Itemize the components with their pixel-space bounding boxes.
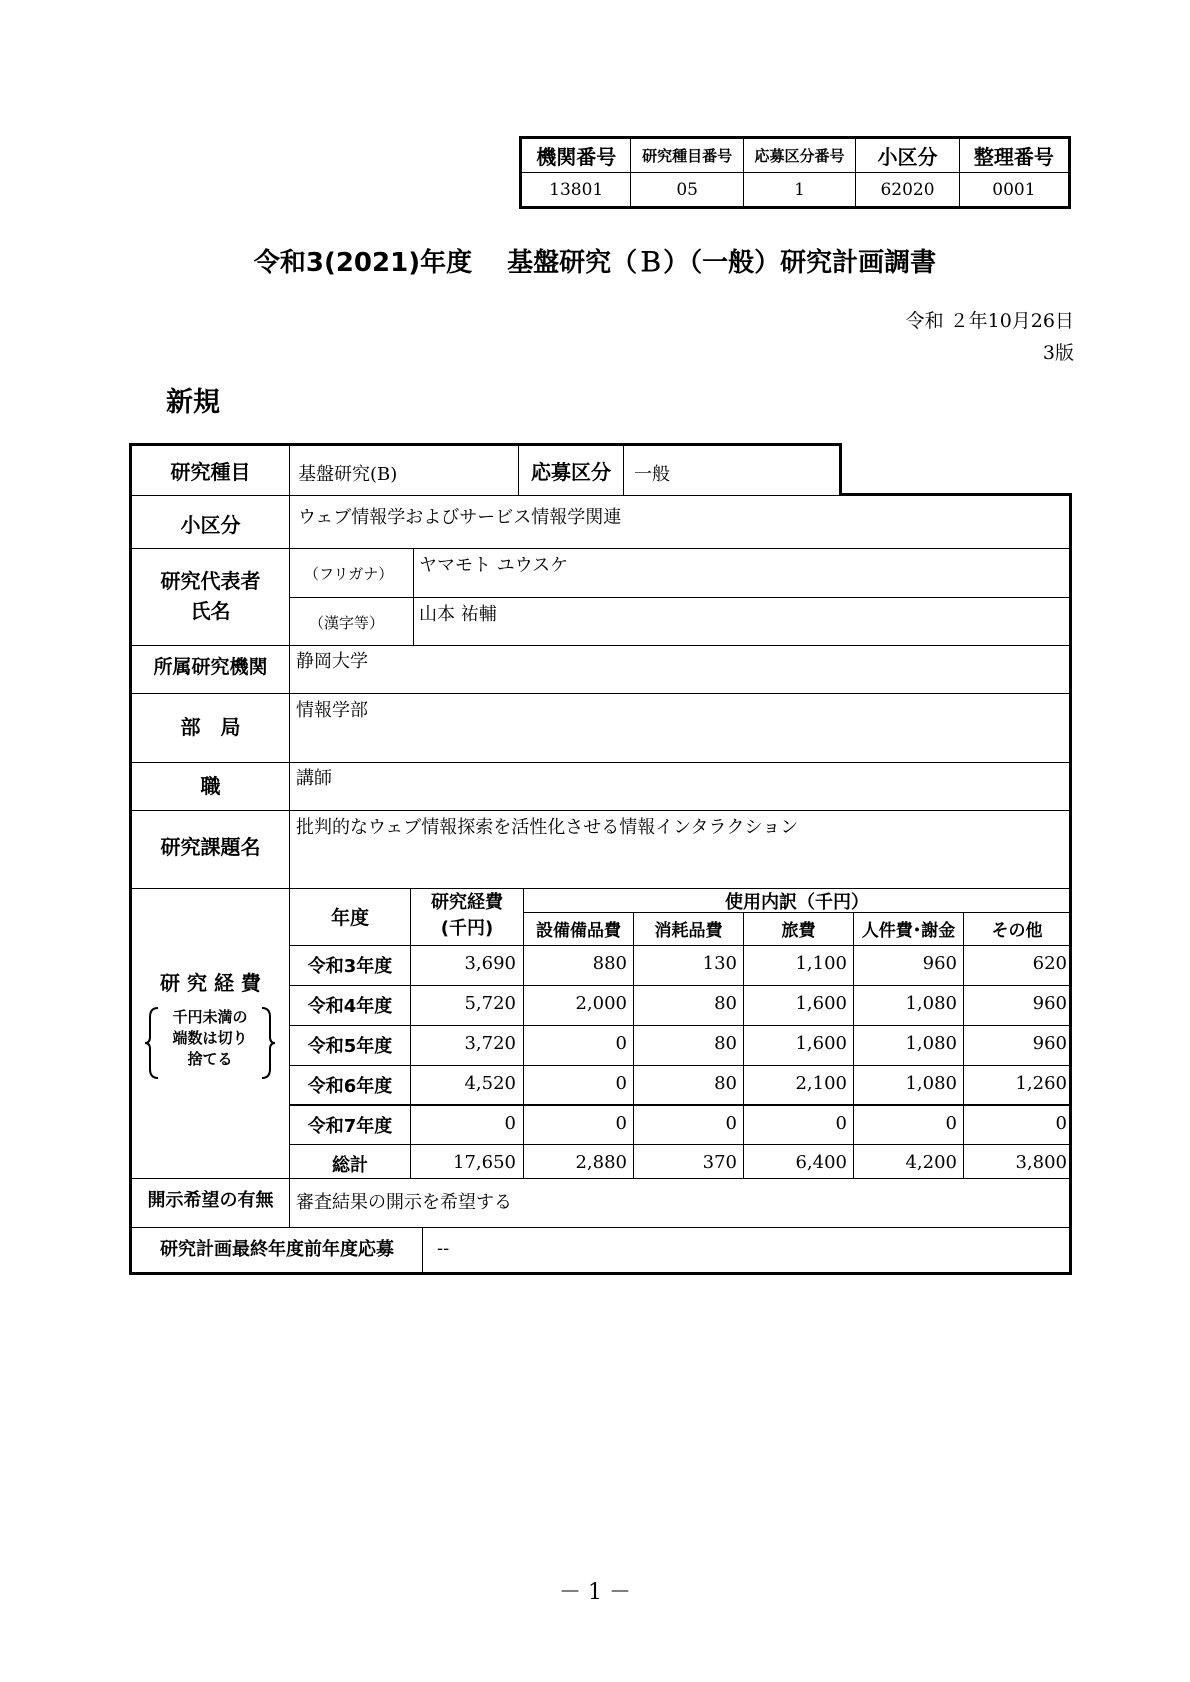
research-category-value: 基盤研究(B) [298, 464, 398, 485]
budget-cell: 620 [1032, 953, 1067, 974]
page-number: － 1 － [559, 1580, 631, 1605]
funding-label: 研 究 経 費 [160, 971, 261, 995]
pi-label-line2: 氏名 [190, 599, 231, 623]
funding-note-line3: 捨てる [187, 1050, 233, 1068]
id-number-table [519, 136, 1071, 209]
funding-note-line1: 千円未満の [172, 1008, 248, 1026]
budget-col-equipment: 設備備品費 [536, 921, 621, 941]
budget-cell: 880 [592, 953, 627, 974]
position-label: 職 [200, 774, 221, 798]
budget-row-year: 総計 [332, 1155, 368, 1176]
disclosure-label: 開示希望の有無 [147, 1190, 274, 1211]
budget-cell: 1,600 [795, 993, 847, 1014]
project-title-value: 批判的なウェブ情報探索を活性化させる情報インタラクション [296, 817, 799, 838]
budget-cell: 0 [504, 1113, 516, 1134]
budget-cell: 960 [922, 953, 957, 974]
budget-cell: 1,600 [795, 1033, 847, 1054]
page-title: 令和3(2021)年度 基盤研究（Ｂ）（一般）研究計画調書 [253, 248, 937, 278]
budget-cell: 960 [1032, 993, 1067, 1014]
prior-application-label: 研究計画最終年度前年度応募 [160, 1239, 394, 1260]
budget-col-personnel: 人件費･謝金 [861, 921, 956, 941]
research-category-label: 研究種目 [170, 460, 251, 484]
budget-cell: 0 [725, 1113, 737, 1134]
budget-cell: 3,720 [464, 1033, 516, 1054]
id-header-subsection: 小区分 [856, 138, 960, 173]
pi-label [132, 566, 289, 626]
application-class-value: 一般 [634, 464, 670, 485]
document-date: 令和 ２年10月26日 [905, 310, 1074, 332]
budget-cell: 3,690 [464, 953, 516, 974]
budget-cell: 3,800 [1015, 1152, 1067, 1173]
budget-cell: 6,400 [795, 1152, 847, 1173]
furigana-value: ヤマモト ユウスケ [419, 555, 569, 576]
id-value-subsection: 62020 [856, 173, 960, 208]
budget-cell: 0 [945, 1113, 957, 1134]
pi-label-line1: 研究代表者 [160, 569, 261, 593]
id-value-serial: 0001 [959, 173, 1069, 208]
institution-value: 静岡大学 [296, 651, 368, 672]
budget-cell: 960 [1032, 1033, 1067, 1054]
position-value: 講師 [296, 768, 332, 789]
id-value-class: 1 [743, 173, 855, 208]
budget-cell: 1,100 [795, 953, 847, 974]
budget-row-year: 令和4年度 [307, 996, 393, 1017]
budget-year-header: 年度 [330, 907, 369, 929]
budget-cell: 1,080 [905, 1033, 957, 1054]
budget-cell: 0 [615, 1073, 627, 1094]
budget-cell: 5,720 [464, 993, 516, 1014]
institution-label: 所属研究機関 [153, 656, 268, 678]
budget-row-year: 令和6年度 [307, 1076, 393, 1097]
id-header-serial: 整理番号 [959, 138, 1069, 173]
budget-cell: 80 [714, 1073, 737, 1094]
budget-cell: 0 [1055, 1113, 1067, 1134]
application-class-label: 応募区分 [531, 460, 611, 484]
kanji-label: （漢字等） [309, 614, 385, 632]
budget-cell: 17,650 [453, 1152, 516, 1173]
project-title-label: 研究課題名 [160, 835, 261, 859]
id-header-institution: 機関番号 [521, 138, 631, 173]
department-value: 情報学部 [296, 700, 368, 721]
subsection-value: ウェブ情報学およびサービス情報学関連 [298, 507, 622, 528]
budget-cell: 1,260 [1015, 1073, 1067, 1094]
budget-cost-header-1: 研究経費 [431, 892, 503, 913]
budget-col-supplies: 消耗品費 [654, 921, 723, 941]
budget-cell: 2,100 [795, 1073, 847, 1094]
funding-note [150, 1007, 270, 1070]
budget-cell: 1,080 [905, 1073, 957, 1094]
budget-cell: 130 [702, 953, 737, 974]
id-header-class: 応募区分番号 [743, 138, 855, 173]
budget-row-year: 令和3年度 [307, 956, 393, 977]
furigana-label: （フリガナ） [304, 565, 394, 583]
budget-row-year: 令和7年度 [307, 1116, 393, 1137]
application-status: 新規 [166, 387, 220, 418]
budget-cell: 1,080 [905, 993, 957, 1014]
budget-cost-header-2: (千円) [440, 918, 494, 939]
budget-cell: 0 [835, 1113, 847, 1134]
budget-breakdown-header: 使用内訳（千円） [725, 892, 869, 913]
id-header-category: 研究種目番号 [631, 138, 743, 173]
id-value-category: 05 [631, 173, 743, 208]
disclosure-value: 審査結果の開示を希望する [296, 1192, 512, 1213]
budget-cell: 2,000 [575, 993, 627, 1014]
budget-cell: 4,200 [905, 1152, 957, 1173]
budget-col-other: その他 [991, 921, 1043, 941]
kanji-value: 山本 祐輔 [419, 604, 497, 625]
budget-cell: 4,520 [464, 1073, 516, 1094]
budget-cell: 370 [702, 1152, 737, 1173]
subsection-label: 小区分 [180, 513, 241, 537]
budget-cell: 80 [714, 993, 737, 1014]
id-value-institution: 13801 [521, 173, 631, 208]
prior-application-value: -- [437, 1238, 450, 1259]
document-version: 3版 [1042, 342, 1074, 364]
budget-cell: 0 [615, 1033, 627, 1054]
funding-note-line2: 端数は切り [172, 1029, 248, 1047]
budget-cell: 2,880 [575, 1152, 627, 1173]
budget-cell: 0 [615, 1113, 627, 1134]
budget-cell: 80 [714, 1033, 737, 1054]
budget-col-travel: 旅費 [781, 921, 816, 941]
budget-row-year: 令和5年度 [307, 1036, 393, 1057]
department-label: 部 局 [180, 715, 241, 739]
